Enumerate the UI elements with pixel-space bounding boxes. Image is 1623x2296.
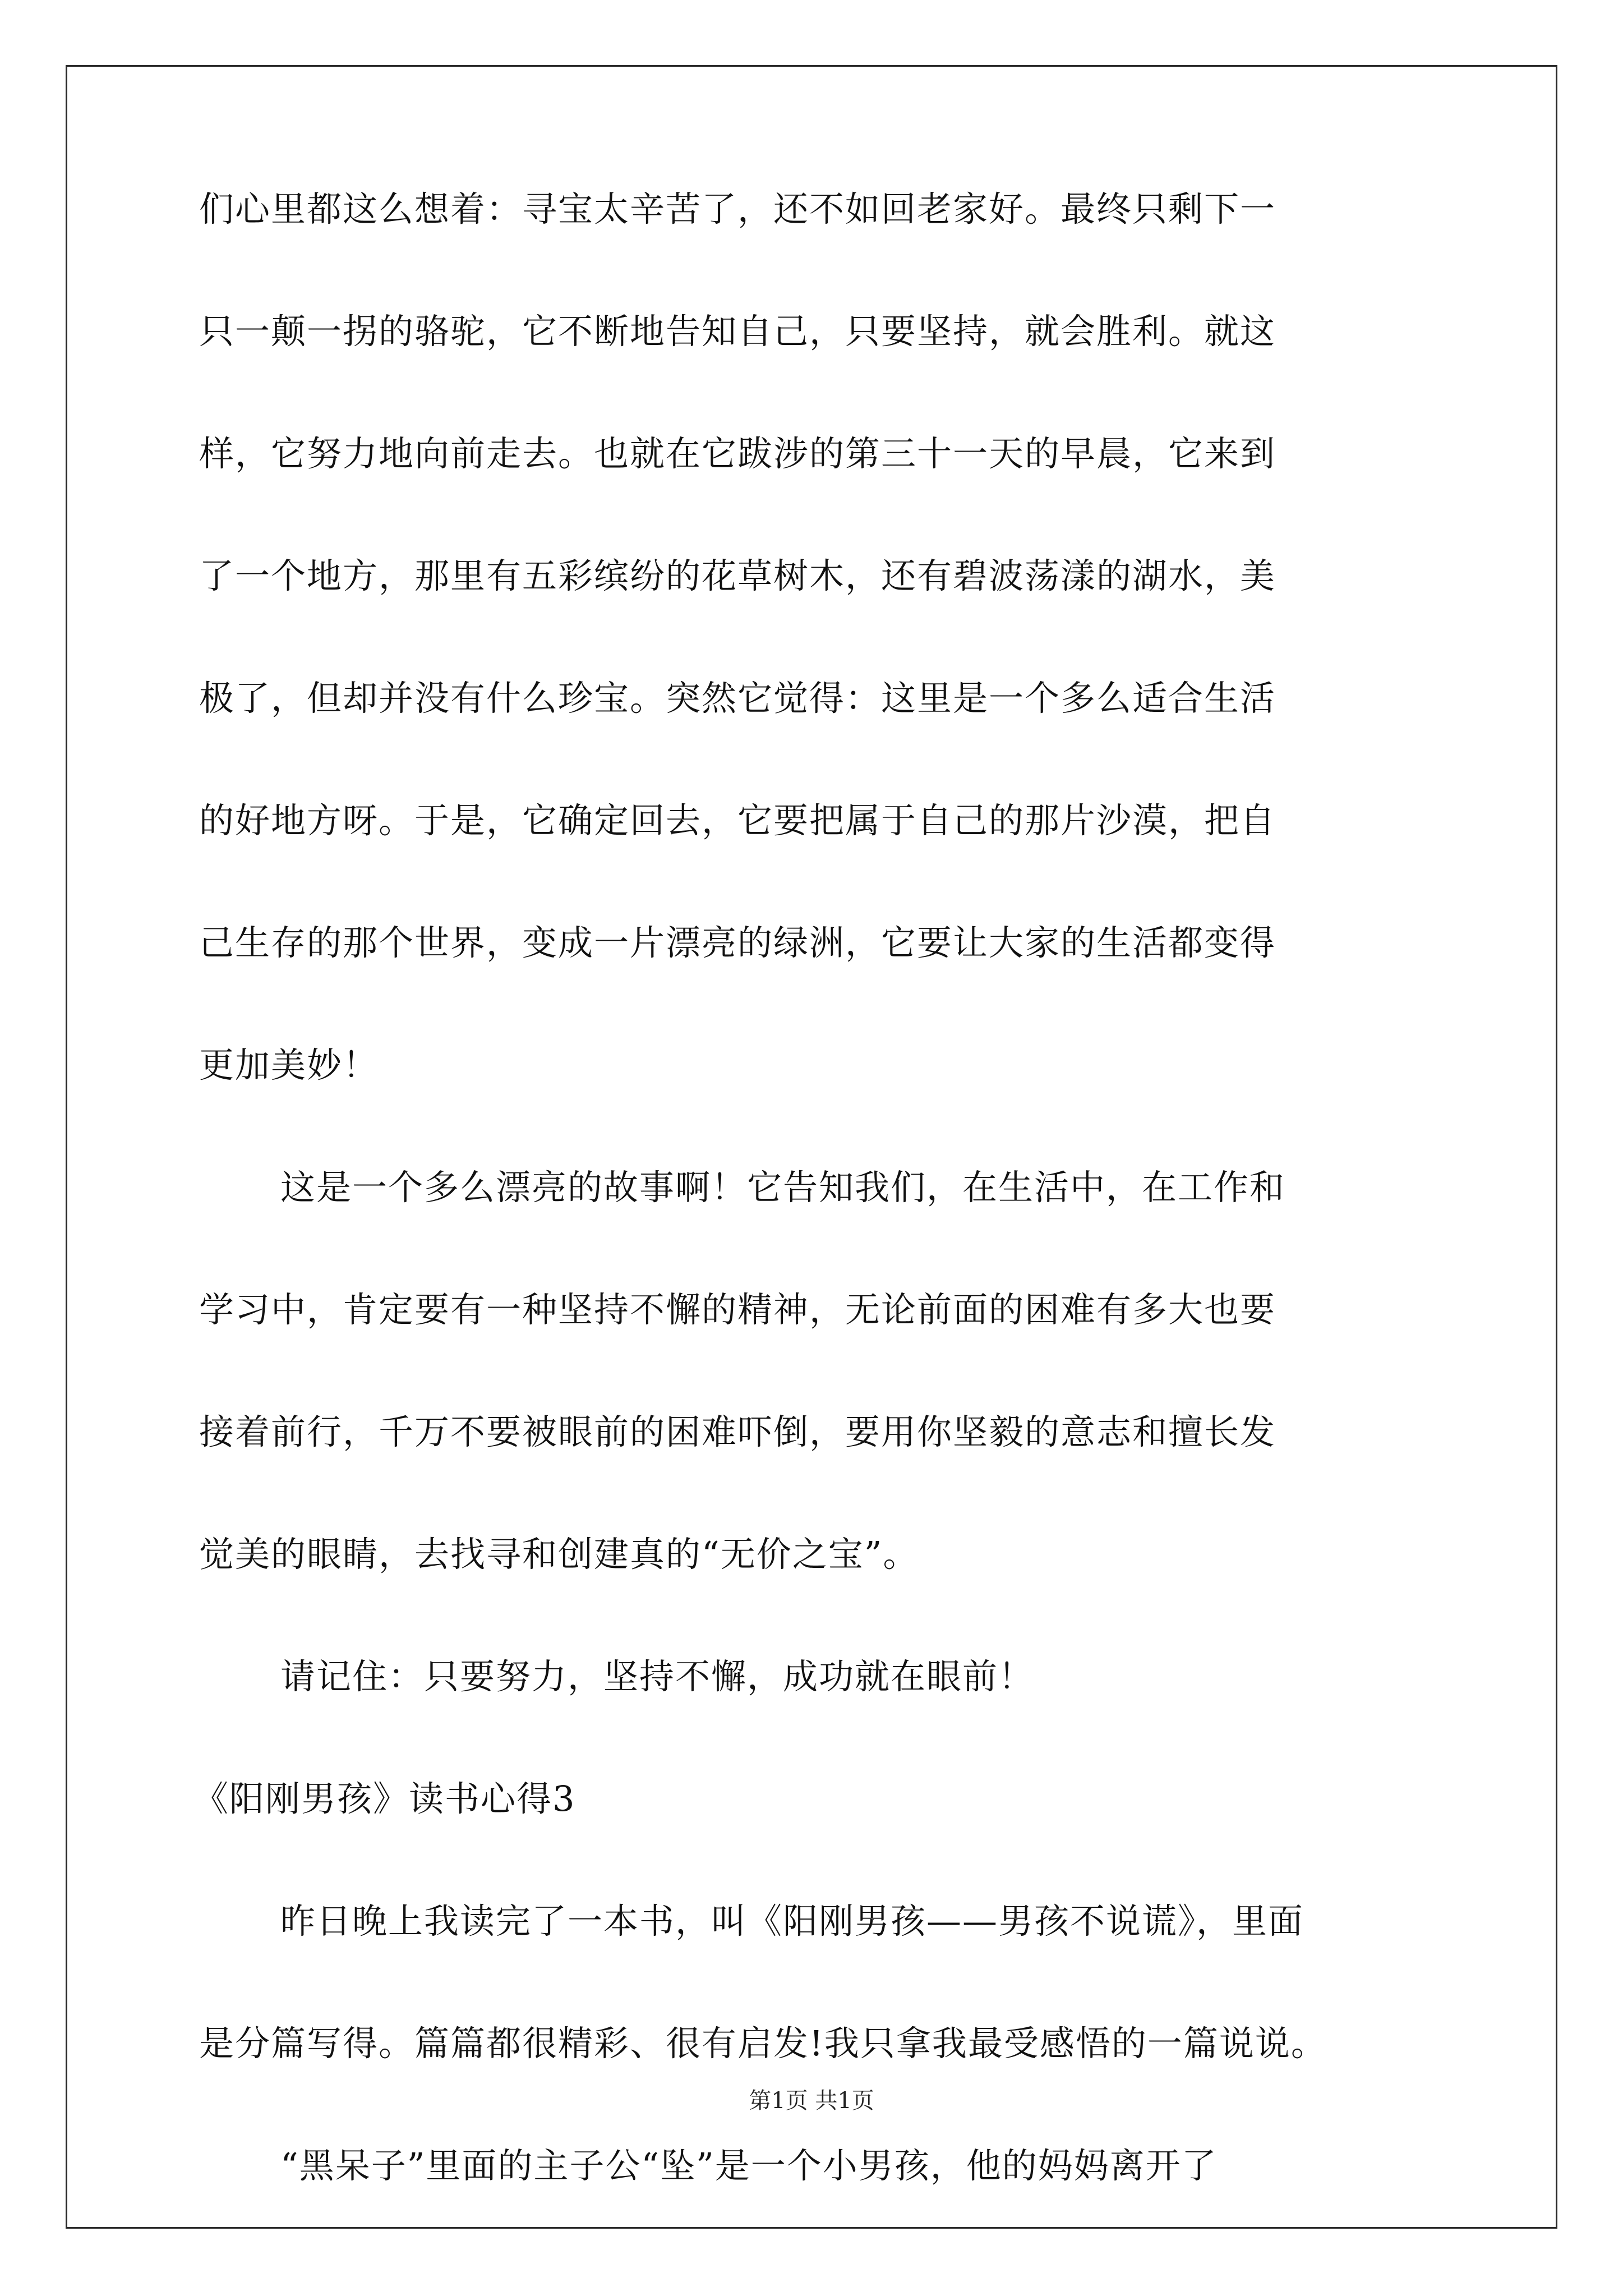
text-line: 学习中，肯定要有一种坚持不懈的精神，无论前面的困难有多大也要	[199, 1289, 1276, 1330]
text-line: 己生存的那个世界，变成一片漂亮的绿洲，它要让大家的生活都变得	[199, 922, 1276, 963]
text-line: 觉美的眼睛，去找寻和创建真的“无价之宝”。	[199, 1534, 919, 1575]
section-heading: 《阳刚男孩》读书心得3	[193, 1778, 576, 1819]
text-line: 极了，但却并没有什么珍宝。突然它觉得：这里是一个多么适合生活	[199, 678, 1276, 719]
text-line: 样，它努力地向前走去。也就在它跋涉的第三十一天的早晨，它来到	[199, 433, 1276, 474]
text-line: 们心里都这么想着：寻宝太辛苦了，还不如回老家好。最终只剩下一	[199, 188, 1276, 229]
text-line: 这是一个多么漂亮的故事啊！它告知我们，在生活中，在工作和	[280, 1167, 1286, 1208]
text-line: 了一个地方，那里有五彩缤纷的花草树木，还有碧波荡漾的湖水，美	[199, 555, 1276, 596]
text-line: 请记住：只要努力，坚持不懈，成功就在眼前！	[280, 1656, 1035, 1697]
text-line: 接着前行，千万不要被眼前的困难吓倒，要用你坚毅的意志和擅长发	[199, 1411, 1276, 1452]
text-line: 昨日晚上我读完了一本书，叫《阳刚男孩——男孩不说谎》，里面	[280, 1901, 1304, 1941]
text-line: “黑呆子”里面的主子公“坠”是一个小男孩，他的妈妈离开了	[280, 2145, 1218, 2186]
text-line: 更加美妙！	[199, 1045, 379, 1085]
text-line: 的好地方呀。于是，它确定回去，它要把属于自己的那片沙漠，把自	[199, 800, 1276, 841]
document-body	[193, 185, 1433, 2264]
text-line: 只一颠一拐的骆驼，它不断地告知自己，只要坚持，就会胜利。就这	[199, 311, 1276, 352]
page-number-footer: 第1页 共1页	[749, 2088, 874, 2114]
text-line: 是分篇写得。篇篇都很精彩、很有启发!我只拿我最受感悟的一篇说说。	[199, 2023, 1327, 2064]
